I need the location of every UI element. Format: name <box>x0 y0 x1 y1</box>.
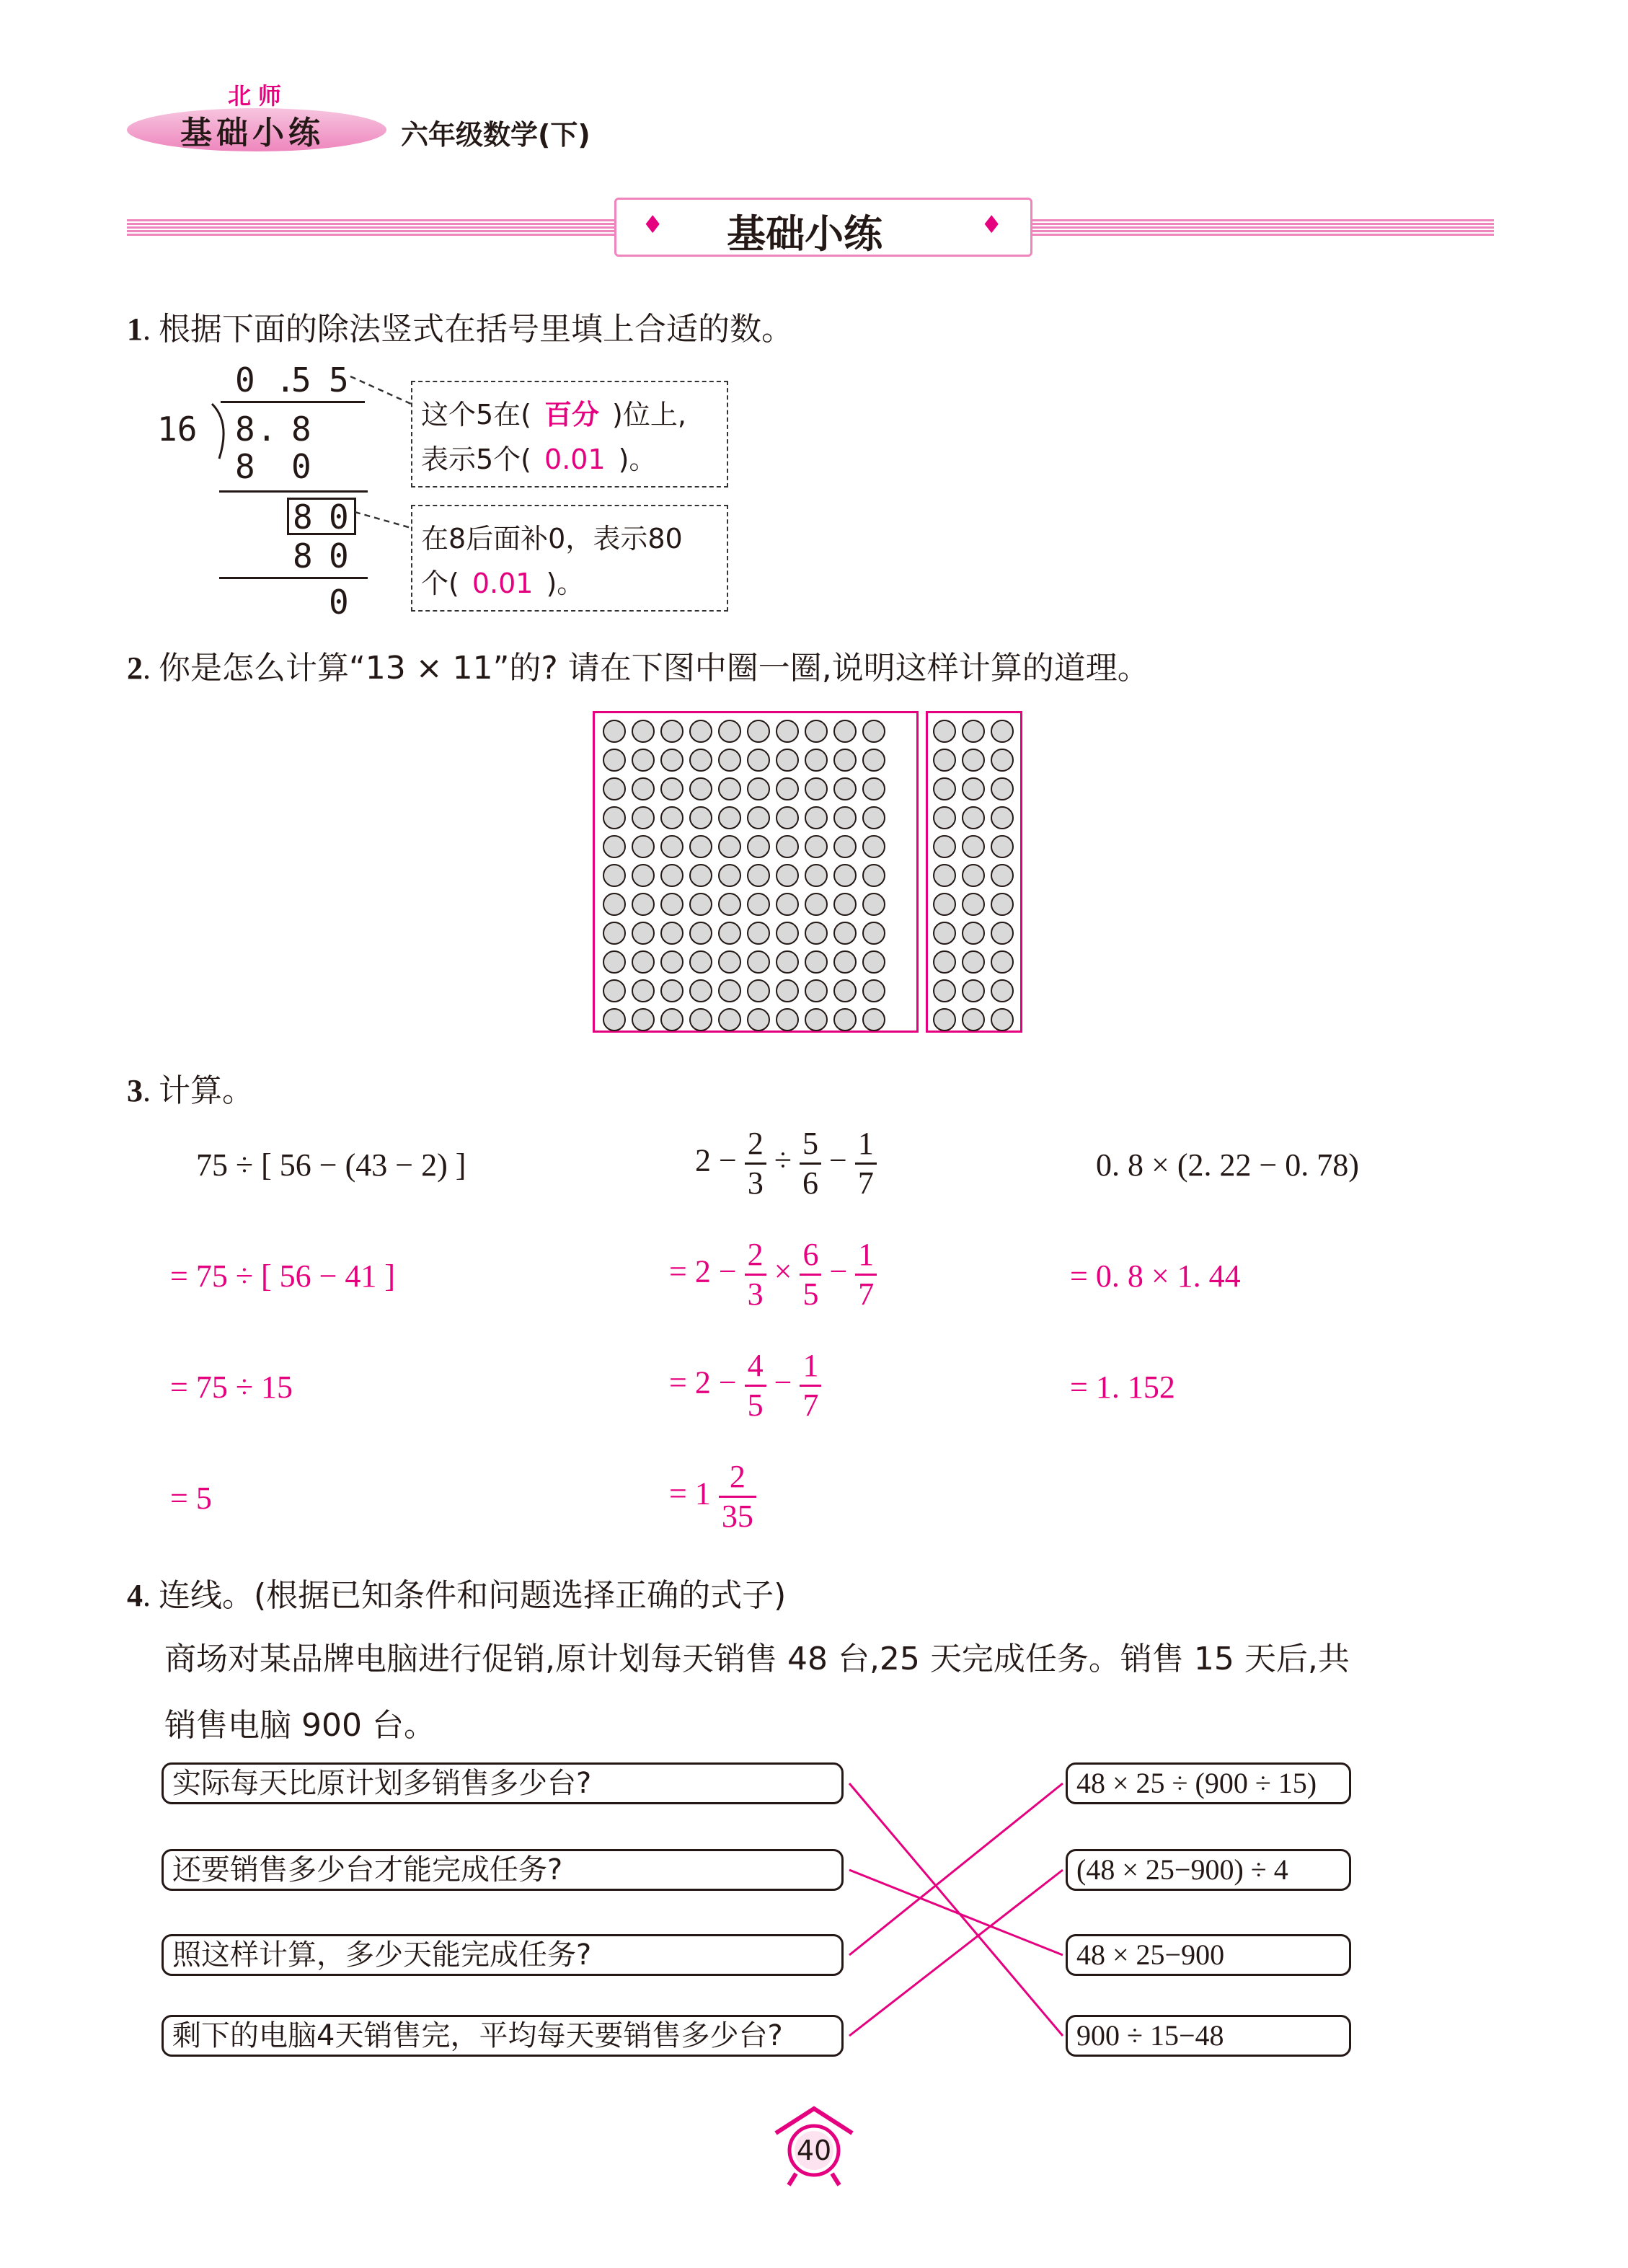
fraction: $\frac{2}{3}$ <box>745 1239 766 1310</box>
question-2: 2. 你是怎么计算“13 × 11”的? 请在下图中圈一圈,说明这样计算的道理。 <box>127 650 1149 687</box>
match-line <box>849 1870 1063 2036</box>
quotient-digit: 5 <box>329 361 349 400</box>
calc-3-problem: 0. 8 × (2. 22 − 0. 78) <box>1096 1147 1359 1183</box>
formula-option[interactable]: 900 ÷ 15−48 <box>1066 2015 1351 2057</box>
diamond-icon: ♦ <box>981 211 1003 239</box>
question-option[interactable]: 剩下的电脑4天销售完，平均每天要销售多少台? <box>162 2015 844 2057</box>
calc-1-result: = 5 <box>170 1481 212 1516</box>
question-option[interactable]: 还要销售多少台才能完成任务? <box>162 1849 844 1891</box>
match-line <box>849 1783 1063 1955</box>
callout-2-line-2: 个( 0.01 )。 <box>421 568 585 599</box>
dividend-digit: 8 <box>291 410 311 449</box>
fraction: $\frac{4}{5}$ <box>745 1350 766 1421</box>
step-digit: 8 <box>293 498 313 537</box>
callout-1-line-1: 这个5在( 百分 )位上, <box>421 399 686 431</box>
calc-2-problem: 2 − $\frac{2}{3}$ ÷ $\frac{5}{6}$ − $\frac{1}{7}$ <box>695 1128 877 1199</box>
fraction: $\frac{1}{7}$ <box>800 1350 821 1421</box>
logo-publisher: 北师 <box>228 82 289 110</box>
divisor: 16 <box>157 410 198 449</box>
answer-unit: 0.01 <box>544 444 606 475</box>
calc-1-step: = 75 ÷ [ 56 − 41 ] <box>170 1258 396 1294</box>
calc-1-step: = 75 ÷ 15 <box>170 1369 293 1405</box>
quotient-point: . <box>275 361 296 400</box>
calc-2-step: = 2 − $\frac{4}{5}$ − $\frac{1}{7}$ <box>669 1350 821 1421</box>
step-digit: 0 <box>329 537 349 575</box>
word-problem-line-2: 销售电脑 900 台。 <box>164 1707 435 1744</box>
dividend-digit: 8 <box>235 410 255 449</box>
answer-unit: 0.01 <box>472 568 534 599</box>
question-4: 4. 连线。(根据已知条件和问题选择正确的式子) <box>127 1577 787 1614</box>
step-digit: 0 <box>291 447 311 486</box>
calc-2-step: = 2 − $\frac{2}{3}$ × $\frac{6}{5}$ − $\frac{1}{7}$ <box>669 1239 877 1310</box>
calc-3-result: = 1. 152 <box>1070 1369 1175 1405</box>
question-option[interactable]: 照这样计算，多少天能完成任务? <box>162 1934 844 1976</box>
fraction: $\frac{1}{7}$ <box>855 1128 877 1199</box>
word-problem-line-1: 商场对某品牌电脑进行促销,原计划每天销售 48 台,25 天完成任务。销售 15 天后,共 <box>164 1641 1350 1677</box>
formula-option[interactable]: (48 × 25−900) ÷ 4 <box>1066 1849 1351 1891</box>
remainder: 0 <box>329 583 349 622</box>
diamond-icon: ♦ <box>642 211 664 239</box>
question-option[interactable]: 实际每天比原计划多销售多少台? <box>162 1762 844 1804</box>
question-text: 连线。(根据已知条件和问题选择正确的式子) <box>159 1577 787 1614</box>
fraction: $\frac{5}{6}$ <box>800 1128 821 1199</box>
question-number: 1 <box>127 312 143 347</box>
question-text: 你是怎么计算“13 × 11”的? 请在下图中圈一圈,说明这样计算的道理。 <box>159 650 1149 687</box>
match-line <box>849 1870 1063 1955</box>
question-text: 计算。 <box>159 1072 254 1109</box>
calc-2-result: = 1 $\frac{2}{35}$ <box>669 1461 756 1532</box>
logo-series-title: 基础小练 <box>180 115 324 151</box>
section-title: 基础小练 <box>727 211 882 257</box>
quotient-digit: 5 <box>291 361 311 400</box>
question-3: 3. 计算。 <box>127 1072 254 1109</box>
question-number: 4 <box>127 1578 143 1613</box>
formula-option[interactable]: 48 × 25 ÷ (900 ÷ 15) <box>1066 1762 1351 1804</box>
question-text: 根据下面的除法竖式在括号里填上合适的数。 <box>159 311 793 348</box>
answer-hundredths-place: 百分 <box>544 399 600 431</box>
book-subtitle: 六年级数学(下) <box>401 119 590 151</box>
quotient-digit: 0 <box>235 361 255 400</box>
calc-1-problem: 75 ÷ [ 56 − (43 − 2) ] <box>196 1147 466 1183</box>
fraction: $\frac{6}{5}$ <box>800 1239 821 1310</box>
formula-option[interactable]: 48 × 25−900 <box>1066 1934 1351 1976</box>
step-digit: 8 <box>235 447 255 486</box>
question-number: 3 <box>127 1073 143 1108</box>
step-digit: 0 <box>329 498 349 537</box>
dividend-point: . <box>257 410 277 449</box>
match-line <box>849 1783 1063 2036</box>
step-digit: 8 <box>293 537 313 575</box>
page-number: 40 <box>796 2135 832 2166</box>
fraction: $\frac{2}{3}$ <box>745 1128 766 1199</box>
callout-1-line-2: 表示5个( 0.01 )。 <box>421 444 657 475</box>
question-number: 2 <box>127 650 143 686</box>
fraction: $\frac{1}{7}$ <box>855 1239 877 1310</box>
calc-3-step: = 0. 8 × 1. 44 <box>1070 1258 1241 1294</box>
question-1: 1. 根据下面的除法竖式在括号里填上合适的数。 <box>127 311 793 348</box>
fraction: $\frac{2}{35}$ <box>719 1461 756 1532</box>
callout-2-line-1: 在8后面补0，表示80 <box>421 523 683 555</box>
